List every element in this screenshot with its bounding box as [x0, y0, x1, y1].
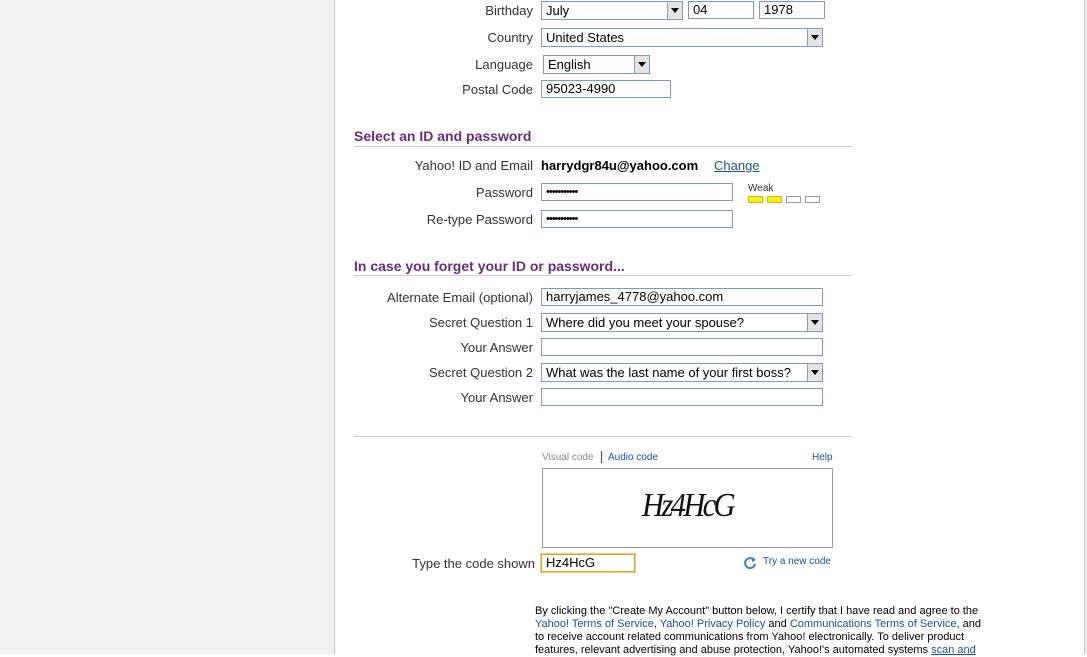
privacy-policy-link[interactable]: Yahoo! Privacy Policy: [659, 618, 766, 630]
strength-segment: [748, 196, 763, 203]
captcha-input[interactable]: Hz4HcG: [541, 554, 635, 572]
birthday-month-value: July: [546, 3, 570, 18]
chevron-down-icon[interactable]: [667, 2, 682, 19]
id-section-title: Select an ID and password: [354, 128, 532, 144]
terms-comma: ,: [653, 618, 657, 630]
password-strength-label: Weak: [748, 183, 774, 194]
chevron-down-icon[interactable]: [634, 56, 649, 73]
terms-text: [535, 605, 985, 657]
chevron-down-icon[interactable]: [807, 364, 822, 381]
language-select[interactable]: [543, 55, 650, 74]
birthday-year-input[interactable]: 1978: [759, 1, 825, 19]
postal-code-input[interactable]: 95023-4990: [541, 80, 671, 98]
alt-email-input[interactable]: harryjames_4778@yahoo.com: [541, 288, 823, 306]
yahoo-id-label: Yahoo! ID and Email: [414, 158, 533, 173]
divider: [354, 146, 852, 147]
strength-segment: [786, 196, 801, 203]
terms-and: and: [768, 618, 787, 630]
divider: [354, 275, 852, 276]
retype-password-label: Re-type Password: [426, 212, 533, 227]
retype-password-input[interactable]: •••••••••••: [541, 210, 733, 228]
terms-body: , and to receive account related communications from Yahoo! electronically. To deliver product features, relevant advertising and abuse protection, Yahoo!'s automated systems: [535, 618, 981, 656]
country-value: United States: [546, 30, 625, 45]
chevron-down-icon[interactable]: [807, 314, 822, 331]
left-gutter: [0, 0, 335, 654]
language-value: English: [548, 57, 591, 72]
country-label: Country: [487, 30, 533, 45]
password-label: Password: [475, 185, 533, 200]
birthday-label: Birthday: [485, 3, 533, 18]
postal-label: Postal Code: [462, 82, 533, 97]
birthday-day-input[interactable]: 04: [688, 1, 754, 19]
divider: [354, 436, 852, 437]
secret-question-2-label: Secret Question 2: [428, 365, 533, 380]
communications-terms-link[interactable]: Communications Terms of Service: [789, 618, 957, 630]
terms-intro: By clicking the "Create My Account" button below, I certify that I have read and agree to the: [535, 605, 979, 617]
terms-of-service-link[interactable]: Yahoo! Terms of Service: [535, 618, 654, 630]
captcha-help-link[interactable]: Help: [812, 452, 833, 463]
captcha-image: [542, 468, 833, 548]
answer-2-input[interactable]: [541, 388, 823, 406]
secret-question-1-value: Where did you meet your spouse?: [546, 315, 744, 330]
password-input[interactable]: •••••••••••: [541, 183, 733, 201]
secret-question-2-value: What was the last name of your first boss?: [546, 365, 791, 380]
chevron-down-icon[interactable]: [807, 29, 822, 46]
secret-question-1-label: Secret Question 1: [428, 315, 533, 330]
strength-segment: [805, 196, 820, 203]
visual-code-tab[interactable]: [542, 452, 594, 463]
country-select[interactable]: [541, 28, 823, 47]
audio-code-tab[interactable]: Audio code: [608, 452, 659, 463]
captcha-text: Hz4HcG: [642, 487, 733, 524]
strength-segment: [767, 196, 782, 203]
visual-code-tab-label: Visual code: [542, 452, 594, 463]
secret-question-1-select[interactable]: [541, 313, 823, 332]
tab-separator: [601, 451, 602, 463]
answer-1-input[interactable]: [541, 338, 823, 356]
refresh-icon[interactable]: [743, 556, 757, 570]
yahoo-id-value: harrydgr84u@yahoo.com: [541, 158, 699, 173]
change-id-link[interactable]: Change: [714, 158, 760, 173]
alt-email-label: Alternate Email (optional): [387, 290, 533, 305]
secret-question-2-select[interactable]: [541, 363, 823, 382]
birthday-month-select[interactable]: [541, 1, 683, 20]
captcha-input-label: Type the code shown: [412, 556, 535, 571]
answer-1-label: Your Answer: [460, 340, 533, 355]
answer-2-label: Your Answer: [460, 390, 533, 405]
scan-and-link[interactable]: scan and: [931, 644, 976, 656]
try-new-code-link[interactable]: Try a new code: [763, 556, 831, 567]
recovery-section-title: In case you forget your ID or password...: [354, 258, 625, 274]
language-label: Language: [475, 57, 533, 72]
